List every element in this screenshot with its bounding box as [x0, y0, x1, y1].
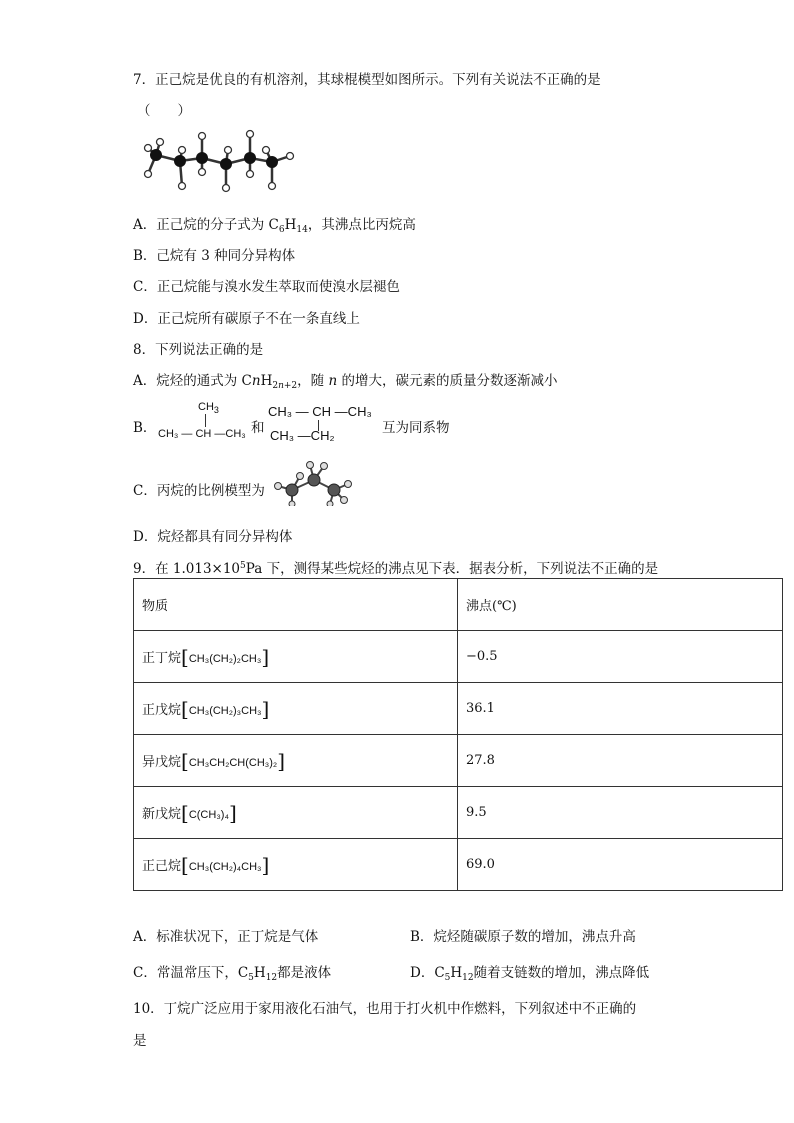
- q7-option-d: D．正己烷所有碳原子不在一条直线上: [133, 311, 360, 327]
- substance-formula: C(CH₃)₄: [188, 808, 229, 821]
- substance-name: 正己烷: [142, 858, 182, 874]
- table-header-row: [134, 579, 783, 631]
- substance-name: 正戊烷: [142, 702, 182, 718]
- propane-model-image: [270, 460, 354, 506]
- q7-option-b: B．己烷有 3 种同分异构体: [133, 248, 296, 264]
- q9-option-b: B．烷烃随碳原子数的增加，沸点升高: [410, 929, 636, 945]
- q8-option-a: A．烷烃的通式为 CnH$_{2n+2}$，随 n 的增大，碳元素的质量分数逐渐减小: [133, 373, 558, 391]
- substance-formula: CH₃(CH₂)₃CH₃: [188, 704, 262, 717]
- boiling-point-value: 9.5: [458, 787, 783, 839]
- table-row: 新戊烷[C(CH₃)₄] 9.5: [134, 787, 783, 839]
- q8-option-b-label: B．: [133, 420, 157, 436]
- q8-option-d: D．烷烃都具有同分异构体: [133, 529, 293, 545]
- q10-stem-line2: 是: [133, 1033, 147, 1049]
- boiling-point-value: −0.5: [458, 631, 783, 683]
- q7-option-a: A．正己烷的分子式为 $C_6H_{14}$，其沸点比丙烷高: [133, 217, 416, 235]
- q8-b-post: 互为同系物: [382, 420, 450, 436]
- q8-option-c: C．丙烷的比例模型为: [133, 483, 265, 499]
- q8-stem: 8．下列说法正确的是: [133, 342, 264, 358]
- q9-stem: 9．在 $1.013\times 10^5Pa$ 下，测得某些烷烃的沸点见下表．据表分析，下列说法不正确的是: [133, 561, 659, 577]
- q8-b-formula1-bottom: CH₃ — CH —CH₃: [158, 428, 246, 440]
- table-row: 正戊烷[CH₃(CH₂)₃CH₃] 36.1: [134, 683, 783, 735]
- table-row: 正丁烷[CH₃(CH₂)₂CH₃] −0.5: [134, 631, 783, 683]
- q9-option-a: A．标准状况下，正丁烷是气体: [133, 929, 319, 945]
- boiling-point-value: 27.8: [458, 735, 783, 787]
- q9-option-d: D．$C_5H_{12}$随着支链数的增加，沸点降低: [410, 965, 650, 983]
- header-substance: 物质: [134, 579, 458, 631]
- q10-stem-line1: 10．丁烷广泛应用于家用液化石油气，也用于打火机中作燃料，下列叙述中不正确的: [133, 1001, 637, 1017]
- boiling-point-value: 69.0: [458, 839, 783, 891]
- boiling-point-table: [133, 578, 783, 891]
- header-boiling-point: 沸点(℃): [458, 579, 783, 631]
- substance-formula: CH₃CH₂CH(CH₃)₂: [188, 756, 278, 769]
- q9-option-c: C．常温常压下，$C_5H_{12}$都是液体: [133, 965, 332, 983]
- q7-blank: （ ）: [137, 103, 191, 119]
- substance-name: 正丁烷: [142, 650, 182, 666]
- q8-b-formula1-bond: [205, 414, 206, 427]
- substance-formula: CH₃(CH₂)₄CH₃: [188, 860, 262, 873]
- substance-formula: CH₃(CH₂)₂CH₃: [188, 652, 262, 665]
- q7-option-c: C．正己烷能与溴水发生萃取而使溴水层褪色: [133, 279, 400, 295]
- table-row: 异戊烷[CH₃CH₂CH(CH₃)₂] 27.8: [134, 735, 783, 787]
- boiling-point-value: 36.1: [458, 683, 783, 735]
- q8-b-formula1-top: $CH_3$: [198, 401, 219, 415]
- q8-b-formula2-top: CH₃ — CH —CH₃: [268, 404, 372, 419]
- q8-b-and: 和: [251, 420, 265, 436]
- q8-b-formula2-bottom: CH₃ —CH₂: [270, 428, 335, 443]
- substance-name: 异戊烷: [142, 754, 182, 770]
- q7-stem: 7．正己烷是优良的有机溶剂，其球棍模型如图所示。下列有关说法不正确的是: [133, 72, 601, 88]
- substance-name: 新戊烷: [142, 806, 182, 822]
- hexane-ball-stick-model: [138, 128, 303, 198]
- table-row: 正己烷[CH₃(CH₂)₄CH₃] 69.0: [134, 839, 783, 891]
